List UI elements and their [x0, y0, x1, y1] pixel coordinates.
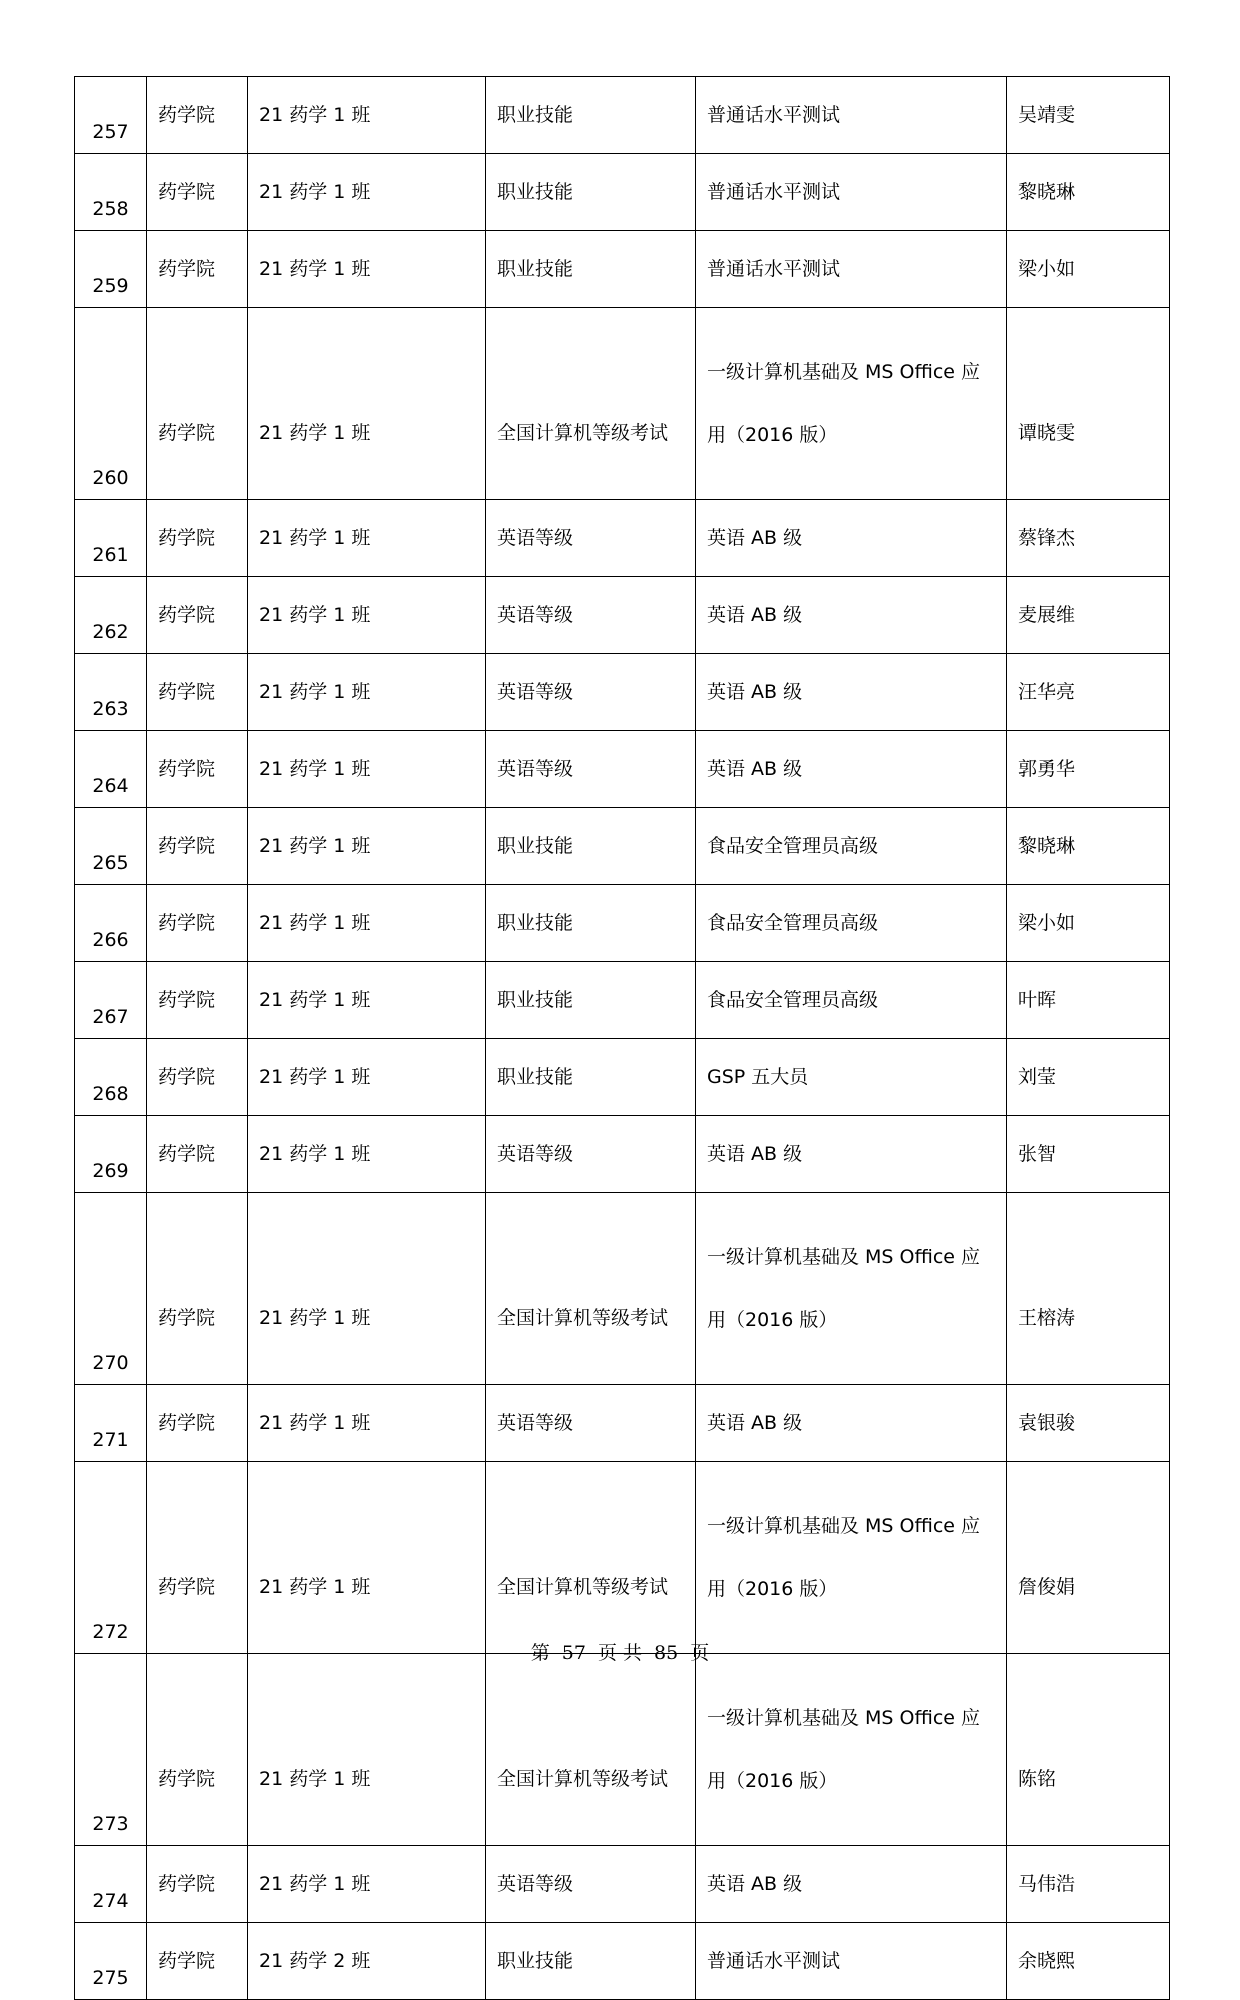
table-row: [75, 500, 1170, 577]
exam-item-cell: [696, 154, 1007, 231]
table-row: [75, 577, 1170, 654]
row-number-cell: 265: [75, 808, 147, 885]
row-number-cell: 259: [75, 231, 147, 308]
category-cell: 职业技能: [486, 77, 696, 154]
exam-item-line: 食品安全管理员高级: [707, 834, 879, 857]
table-row: [75, 962, 1170, 1039]
table-row: [75, 1462, 1170, 1654]
class-cell: 21 药学 1 班: [248, 808, 486, 885]
category-cell: 英语等级: [486, 654, 696, 731]
student-name-cell: 谭晓雯: [1007, 308, 1170, 500]
category-cell: 英语等级: [486, 1116, 696, 1193]
row-number-cell: 267: [75, 962, 147, 1039]
exam-item-cell: [696, 654, 1007, 731]
category-cell: 全国计算机等级考试: [486, 308, 696, 500]
exam-item-line: 英语 AB 级: [707, 757, 803, 780]
table-row: [75, 1923, 1170, 2000]
table-row: [75, 154, 1170, 231]
table-row: [75, 1039, 1170, 1116]
student-name-cell: 梁小如: [1007, 231, 1170, 308]
college-cell: 药学院: [147, 1116, 248, 1193]
page-suffix: 页: [690, 1642, 710, 1664]
exam-item-line: 普通话水平测试: [707, 257, 841, 280]
exam-item-line: 用（2016 版）: [707, 1769, 838, 1792]
table-row: [75, 1654, 1170, 1846]
class-cell: 21 药学 1 班: [248, 1193, 486, 1385]
class-cell: 21 药学 1 班: [248, 1846, 486, 1923]
exam-item-line: 一级计算机基础及 MS Office 应: [707, 1706, 981, 1729]
college-cell: 药学院: [147, 1923, 248, 2000]
exam-item-line: 普通话水平测试: [707, 1949, 841, 1972]
table-row: [75, 1846, 1170, 1923]
exam-item-cell: [696, 500, 1007, 577]
student-name-cell: 郭勇华: [1007, 731, 1170, 808]
exam-item-cell: [696, 1923, 1007, 2000]
category-cell: 职业技能: [486, 962, 696, 1039]
exam-item-cell: [696, 962, 1007, 1039]
row-number-cell: 262: [75, 577, 147, 654]
table-row: [75, 1193, 1170, 1385]
row-number-cell: 257: [75, 77, 147, 154]
exam-item-cell: [696, 231, 1007, 308]
category-cell: 全国计算机等级考试: [486, 1654, 696, 1846]
row-number-cell: 266: [75, 885, 147, 962]
exam-item-line: 英语 AB 级: [707, 1411, 803, 1434]
row-number-cell: 270: [75, 1193, 147, 1385]
college-cell: 药学院: [147, 1039, 248, 1116]
exam-item-line: 食品安全管理员高级: [707, 988, 879, 1011]
class-cell: 21 药学 1 班: [248, 577, 486, 654]
exam-item-line: 一级计算机基础及 MS Office 应: [707, 1245, 981, 1268]
student-name-cell: 吴靖雯: [1007, 77, 1170, 154]
student-name-cell: 麦展维: [1007, 577, 1170, 654]
category-cell: 全国计算机等级考试: [486, 1193, 696, 1385]
exam-item-cell: [696, 1462, 1007, 1654]
category-cell: 英语等级: [486, 731, 696, 808]
class-cell: 21 药学 1 班: [248, 500, 486, 577]
class-cell: 21 药学 1 班: [248, 77, 486, 154]
exam-item-cell: [696, 885, 1007, 962]
exam-item-cell: [696, 808, 1007, 885]
student-name-cell: 张智: [1007, 1116, 1170, 1193]
class-cell: 21 药学 1 班: [248, 231, 486, 308]
page-middle-text: 页 共: [597, 1642, 643, 1664]
class-cell: 21 药学 1 班: [248, 731, 486, 808]
student-name-cell: 刘莹: [1007, 1039, 1170, 1116]
row-number-cell: 269: [75, 1116, 147, 1193]
college-cell: 药学院: [147, 577, 248, 654]
class-cell: 21 药学 1 班: [248, 962, 486, 1039]
college-cell: 药学院: [147, 231, 248, 308]
student-name-cell: 黎晓琳: [1007, 154, 1170, 231]
college-cell: 药学院: [147, 731, 248, 808]
college-cell: 药学院: [147, 308, 248, 500]
class-cell: 21 药学 1 班: [248, 654, 486, 731]
row-number-cell: 273: [75, 1654, 147, 1846]
student-name-cell: 余晓熙: [1007, 1923, 1170, 2000]
category-cell: 英语等级: [486, 500, 696, 577]
class-cell: 21 药学 1 班: [248, 1654, 486, 1846]
table-row: [75, 231, 1170, 308]
college-cell: 药学院: [147, 154, 248, 231]
exam-item-line: 用（2016 版）: [707, 1308, 838, 1331]
class-cell: 21 药学 1 班: [248, 1385, 486, 1462]
college-cell: 药学院: [147, 77, 248, 154]
class-cell: 21 药学 1 班: [248, 1462, 486, 1654]
exam-item-line: 英语 AB 级: [707, 1142, 803, 1165]
row-number-cell: 268: [75, 1039, 147, 1116]
row-number-cell: 263: [75, 654, 147, 731]
exam-item-line: 英语 AB 级: [707, 680, 803, 703]
exam-item-line: 英语 AB 级: [707, 603, 803, 626]
student-name-cell: 王榕涛: [1007, 1193, 1170, 1385]
college-cell: 药学院: [147, 1846, 248, 1923]
exam-item-line: 普通话水平测试: [707, 103, 841, 126]
class-cell: 21 药学 1 班: [248, 1039, 486, 1116]
student-name-cell: 汪华亮: [1007, 654, 1170, 731]
exam-item-line: 食品安全管理员高级: [707, 911, 879, 934]
category-cell: 职业技能: [486, 808, 696, 885]
row-number-cell: 271: [75, 1385, 147, 1462]
student-name-cell: 黎晓琳: [1007, 808, 1170, 885]
college-cell: 药学院: [147, 962, 248, 1039]
total-page-count: 85: [654, 1642, 679, 1664]
records-table: [74, 76, 1170, 2000]
category-cell: 职业技能: [486, 1039, 696, 1116]
class-cell: 21 药学 1 班: [248, 154, 486, 231]
category-cell: 职业技能: [486, 885, 696, 962]
row-number-cell: 275: [75, 1923, 147, 2000]
records-table-body: [75, 77, 1170, 2000]
student-name-cell: 蔡锋杰: [1007, 500, 1170, 577]
table-row: [75, 654, 1170, 731]
exam-item-cell: [696, 1039, 1007, 1116]
category-cell: 职业技能: [486, 154, 696, 231]
row-number-cell: 261: [75, 500, 147, 577]
exam-item-line: 用（2016 版）: [707, 1577, 838, 1600]
college-cell: 药学院: [147, 808, 248, 885]
exam-item-cell: [696, 731, 1007, 808]
exam-item-cell: [696, 577, 1007, 654]
exam-item-cell: [696, 1385, 1007, 1462]
class-cell: 21 药学 2 班: [248, 1923, 486, 2000]
college-cell: 药学院: [147, 1654, 248, 1846]
student-name-cell: 袁银骏: [1007, 1385, 1170, 1462]
page-prefix: 第: [530, 1642, 550, 1664]
exam-item-cell: [696, 1116, 1007, 1193]
exam-item-line: 普通话水平测试: [707, 180, 841, 203]
college-cell: 药学院: [147, 885, 248, 962]
student-name-cell: 詹俊娟: [1007, 1462, 1170, 1654]
row-number-cell: 258: [75, 154, 147, 231]
student-name-cell: 梁小如: [1007, 885, 1170, 962]
table-row: [75, 885, 1170, 962]
row-number-cell: 272: [75, 1462, 147, 1654]
category-cell: 英语等级: [486, 577, 696, 654]
exam-item-cell: [696, 77, 1007, 154]
table-row: [75, 308, 1170, 500]
table-row: [75, 808, 1170, 885]
row-number-cell: 274: [75, 1846, 147, 1923]
category-cell: 职业技能: [486, 231, 696, 308]
exam-item-line: GSP 五大员: [707, 1065, 809, 1088]
class-cell: 21 药学 1 班: [248, 1116, 486, 1193]
class-cell: 21 药学 1 班: [248, 885, 486, 962]
class-cell: 21 药学 1 班: [248, 308, 486, 500]
exam-item-cell: [696, 1846, 1007, 1923]
college-cell: 药学院: [147, 1385, 248, 1462]
exam-item-line: 英语 AB 级: [707, 1872, 803, 1895]
student-name-cell: 陈铭: [1007, 1654, 1170, 1846]
records-table-container: [74, 76, 1169, 2000]
exam-item-cell: [696, 1193, 1007, 1385]
exam-item-cell: [696, 1654, 1007, 1846]
college-cell: 药学院: [147, 1193, 248, 1385]
table-row: [75, 1116, 1170, 1193]
college-cell: 药学院: [147, 654, 248, 731]
student-name-cell: 马伟浩: [1007, 1846, 1170, 1923]
category-cell: 全国计算机等级考试: [486, 1462, 696, 1654]
table-row: [75, 731, 1170, 808]
exam-item-line: 英语 AB 级: [707, 526, 803, 549]
row-number-cell: 260: [75, 308, 147, 500]
row-number-cell: 264: [75, 731, 147, 808]
exam-item-line: 用（2016 版）: [707, 423, 838, 446]
exam-item-line: 一级计算机基础及 MS Office 应: [707, 1514, 981, 1537]
exam-item-cell: [696, 308, 1007, 500]
college-cell: 药学院: [147, 1462, 248, 1654]
category-cell: 职业技能: [486, 1923, 696, 2000]
table-row: [75, 1385, 1170, 1462]
table-row: [75, 77, 1170, 154]
current-page-number: 57: [561, 1642, 586, 1664]
category-cell: 英语等级: [486, 1385, 696, 1462]
college-cell: 药学院: [147, 500, 248, 577]
page-number-footer: [0, 1638, 1240, 1665]
category-cell: 英语等级: [486, 1846, 696, 1923]
exam-item-line: 一级计算机基础及 MS Office 应: [707, 360, 981, 383]
student-name-cell: 叶晖: [1007, 962, 1170, 1039]
